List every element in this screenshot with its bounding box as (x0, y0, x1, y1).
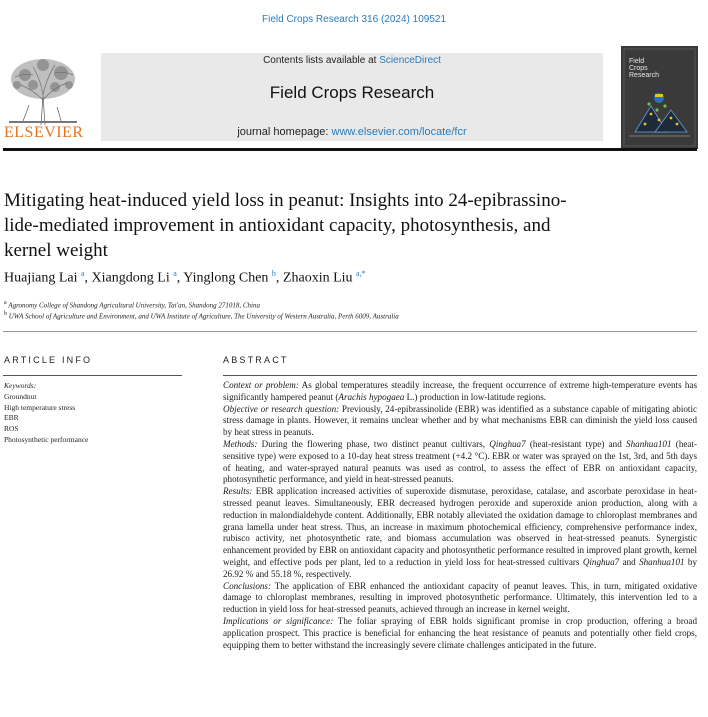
keyword: ROS (4, 424, 19, 434)
cover-title-line: Crops (629, 65, 648, 72)
contents-line (101, 55, 603, 66)
abstract-text: EBR application increased activities of superoxide dismutase, peroxidase, catalase, and ascorbate peroxidase in heat-stressed peanut leaves. Simultaneously, EBR decreased hydrogen peroxide and superoxide anion production, along with a reduction in malondialdehyde content. Additionally, EBR notably alleviated the oxidation damage to chloroplast membranes and grana lamella under heat stress. Thus, an increase in maximum photochemical efficiency, comprehensive performance index, rubisco activity, net photosynthetic rate, and biomass accumulation was observed in heat-stressed peanuts. Synergistic enhancement provided by EBR on antioxidant capacity and photosynthetic performance resulted in improved plant growth, kernel weight, and effective pods per plant, led to a reduction in yield loss for heat-stressed cultivars (223, 486, 697, 567)
abstract-body (223, 380, 697, 651)
author-separator: , (275, 270, 283, 286)
title-line: Mitigating heat-induced yield loss in peanut: Insights into 24-epibrassino- (4, 190, 567, 211)
abstract-objective (223, 404, 697, 439)
cultivar-name: Qinghua7 (489, 438, 526, 449)
affiliation-text: Agronomy College of Shandong Agricultural University, Tai'an, Shandong 271018, China (8, 301, 260, 310)
title-line: lide-mediated improvement in antioxidant capacity, photosynthesis, and (4, 215, 551, 236)
abstract-text: As global temperatures steadily increase, the frequent occurrence of extreme high-temperature events has significantly hampered peanut ( (223, 380, 697, 402)
contents-prefix: Contents lists available at (263, 55, 380, 66)
homepage-line (101, 126, 603, 138)
article-title (4, 188, 694, 263)
journal-cover-image[interactable] (621, 46, 698, 149)
abstract-text: and (619, 556, 640, 567)
affiliation-text: UWA School of Agriculture and Environment, and UWA Institute of Agriculture, The University of Western Australia, Perth 6009, Australia (8, 312, 399, 321)
journal-title: Field Crops Research (269, 83, 435, 102)
abstract-context (223, 380, 697, 404)
keywords-label: Keywords: (4, 381, 37, 390)
section-label: Results: (223, 486, 253, 497)
section-label: Methods: (223, 438, 258, 449)
author-separator: , (84, 270, 92, 286)
abstract-text: (heat-resistant type) and (525, 438, 627, 449)
abstract-implications (223, 616, 697, 651)
cover-title-line: Field (629, 58, 645, 65)
header-divider (3, 331, 697, 332)
journal-citation[interactable]: Field Crops Research 316 (2024) 109521 (262, 14, 446, 25)
author-name[interactable]: Huajiang Lai (4, 270, 78, 286)
abstract-methods (223, 439, 697, 486)
author-name[interactable]: Zhaoxin Liu (282, 270, 353, 286)
author-affiliation-mark[interactable]: b (271, 269, 276, 278)
title-line: kernel weight (4, 240, 108, 261)
abstract-results (223, 486, 697, 580)
abstract-text: During the flowering phase, two distinct peanut cultivars, (257, 438, 490, 449)
publisher-wordmark: ELSEVIER (4, 124, 84, 141)
homepage-link[interactable]: www.elsevier.com/locate/fcr (331, 126, 467, 138)
author-separator: , (176, 270, 184, 286)
author-affiliation-mark[interactable]: a (173, 269, 177, 278)
keyword: Photosynthetic performance (4, 434, 89, 444)
keyword: EBR (4, 413, 19, 423)
section-label: Objective or research question: (223, 403, 340, 414)
article-info-heading: ARTICLE INFO (4, 355, 93, 365)
author-affiliation-mark[interactable]: a (80, 269, 85, 278)
keyword: High temperature stress (4, 402, 76, 412)
elsevier-tree-logo (3, 55, 83, 127)
abstract-rule (223, 375, 697, 376)
section-label: Conclusions: (223, 580, 271, 591)
keyword: Groundnut (4, 391, 37, 401)
abstract-text: Previously, 24-epibrassinolide (EBR) was identified as a substance capable of mitigating abiotic stress damage in plants. However, it remains unclear whether and by what mechanisms EBR can diminish the yield loss caused by heat stress in peanuts. (223, 403, 698, 438)
keywords-block (4, 381, 88, 446)
affiliation-a (4, 300, 260, 309)
abstract-heading: ABSTRACT (223, 355, 289, 365)
author-name[interactable]: Xiangdong Li (91, 270, 170, 286)
cultivar-name: Qinghua7 (582, 556, 620, 567)
affiliation-mark: a (4, 300, 7, 306)
homepage-prefix: journal homepage: (237, 126, 332, 138)
cultivar-name: Shanhua101 (626, 438, 672, 449)
author-affiliation-mark[interactable]: a,* (356, 269, 366, 278)
author-list (4, 269, 366, 287)
abstract-text: The foliar spraying of EBR holds significant promise in crop production, offering a broad application prospect. This practice is beneficial for enhancing the heat resistance of peanuts and potentially other field crops, equipping them to better withstand the increasingly severe climate challenges anticipated in the future. (223, 615, 697, 650)
affiliation-mark: b (4, 311, 7, 317)
abstract-text: The application of EBR enhanced the antioxidant capacity of peanut leaves. This, in turn, mitigated oxidative damage to chloroplast membranes, resulting in improved photosynthetic performance. Ultimately, this intervention led to a reduction in yield loss for heat-stressed peanuts, achieved through an increase in kernel weight. (223, 580, 697, 615)
abstract-text: (heat-sensitive type) were exposed to a 10-day heat stress treatment (+4.2 °C). EBR or water was sprayed on the 1st, 3rd, and 5th days of heating, and water-sprayed natural peanuts was used as control, to assess the effect of EBR on antioxidant capacity, photosynthetic performance, and yield in heat-stressed peanuts. (223, 438, 697, 485)
sciencedirect-link[interactable]: ScienceDirect (379, 55, 441, 66)
abstract-text: by 26.92 % and 55.18 %, respectively. (223, 556, 697, 579)
abstract-text: L.) production in low-latitude regions. (404, 391, 547, 402)
abstract-conclusions (223, 581, 697, 616)
section-label: Context or problem: (223, 380, 299, 390)
species-name: Arachis hypogaea (338, 391, 405, 402)
masthead-divider (3, 148, 697, 151)
affiliation-b (4, 311, 399, 320)
section-label: Implications or significance: (223, 615, 334, 626)
cover-title-line: Research (629, 72, 659, 79)
article-info-rule (3, 375, 182, 376)
cultivar-name: Shanhua101 (639, 556, 685, 567)
author-name[interactable]: Yinglong Chen (183, 270, 269, 286)
